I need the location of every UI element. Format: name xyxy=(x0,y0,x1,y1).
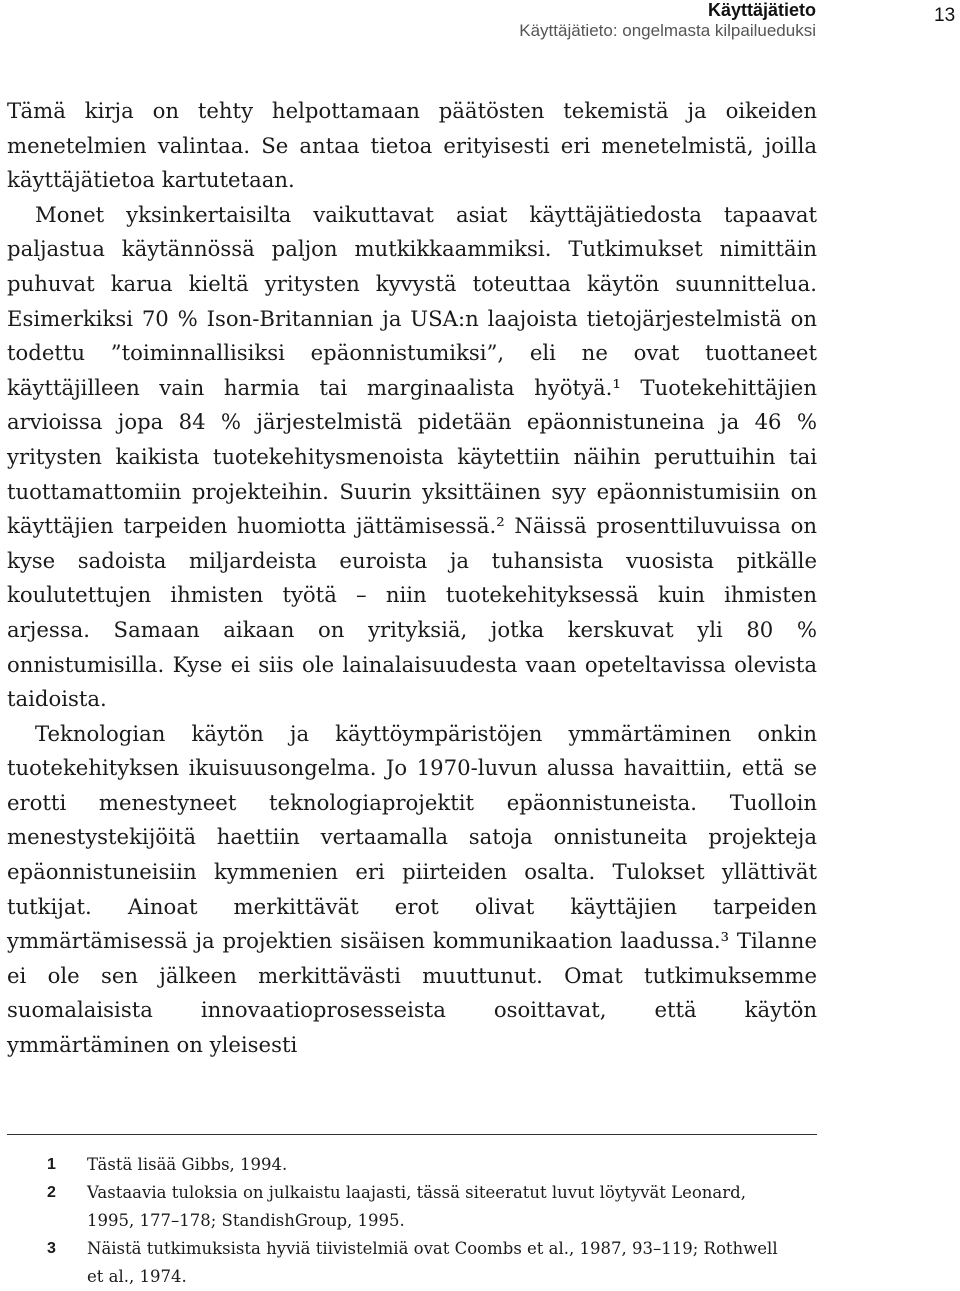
footnote-text: Näistä tutkimuksista hyviä tiivistelmiä ovat Coombs et al., 1987, 93–119; Rothwell et al., 1974. xyxy=(87,1239,778,1286)
footnote-text: Vastaavia tuloksia on julkaistu laajasti, tässä siteeratut luvut löytyvät Leonard, 1995, 177–178; StandishGroup, 1995. xyxy=(87,1183,746,1230)
paragraph: Teknologian käytön ja käyttöympäristöjen ymmärtäminen onkin tuotekehityksen ikuisuusongelma. Jo 1970-luvun alussa havaittiin, että se erotti menestyneet teknologiaprojektit epäonnistuneista. Tuolloin menestystekijöitä haettiin vertaamalla satoja onnistuneita projekteja epäonnistuneisiin kymmenien eri piirteiden osalta. Tulokset yllättivät tutkijat. Ainoat merkittävät erot olivat käyttäjien tarpeiden ymmärtämisessä ja projektien sisäisen kommunikaation laadussa.³ Tilanne ei ole sen jälkeen merkittävästi muuttunut. Omat tutkimuksemme suomalaisista innovaatioprosesseista osoittavat, että käytön ymmärtäminen on yleisesti xyxy=(7,720,817,1058)
paragraph: Monet yksinkertaisilta vaikuttavat asiat käyttäjätiedosta tapaavat paljastua käytännössä paljon mutkikkaammiksi. Tutkimukset nimittäin puhuvat karua kieltä yritysten kyvystä toteuttaa käytön suunnittelua. Esimerkiksi 70 % Ison-Britannian ja USA:n laajoista tietojärjestelmistä on todettu ”toiminnallisiksi epäonnistumiksi”, eli ne ovat tuottaneet käyttäjilleen vain harmia tai marginaalista hyötyä.¹ Tuotekehittäjien arvioissa jopa 84 % järjestelmistä pidetään epäonnistuneina ja 46 % yritysten kaikista tuotekehitysmenoista käytettiin näihin peruttuihin tai tuottamattomiin projekteihin. Suurin yksittäinen syy epäonnistumisiin on käyttäjien tarpeiden huomiotta jättämisessä.² Näissä prosenttiluvuissa on kyse sadoista miljardeista euroista ja tuhansista vuosista pitkälle koulutettujen ihmisten työtä – niin tuotekehityksessä kuin ihmisten arjessa. Samaan aikaan on yrityksiä, jotka kerskuvat yli 80 % onnistumisilla. Kyse ei siis ole lainalaisuudesta vaan opeteltavissa olevista taidoista. xyxy=(7,201,817,712)
footnote xyxy=(7,1235,817,1291)
footnote-text: Tästä lisää Gibbs, 1994. xyxy=(87,1155,288,1174)
footnote-number: 2 xyxy=(47,1184,56,1201)
running-header xyxy=(0,0,960,50)
footnote-divider xyxy=(7,1134,817,1135)
footnote-number: 1 xyxy=(47,1156,56,1173)
body-text xyxy=(7,94,817,1063)
footnote-number: 3 xyxy=(47,1240,56,1257)
running-header-subtitle: Käyttäjätieto: ongelmasta kilpailueduksi xyxy=(519,21,816,40)
paragraph: Tämä kirja on tehty helpottamaan päätösten tekemistä ja oikeiden menetelmien valintaa. Se antaa tietoa erityisesti eri menetelmistä, joilla käyttäjätietoa kartutetaan. xyxy=(7,98,817,193)
running-header-title: Käyttäjätieto xyxy=(707,0,816,20)
footnotes xyxy=(7,1151,817,1291)
footnote xyxy=(7,1179,817,1235)
footnote xyxy=(7,1151,817,1179)
page-number: 13 xyxy=(934,5,956,26)
